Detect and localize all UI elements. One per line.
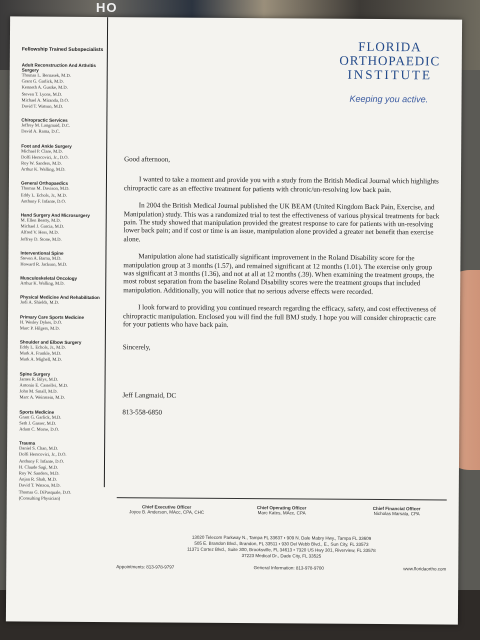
specialty-group xyxy=(21,181,106,205)
physician-name: Jeffrey D. Stone, M.D. xyxy=(20,236,62,242)
officer-name: Marc Kates, MAcc, CPA xyxy=(257,510,306,516)
letter-body xyxy=(122,155,442,428)
specialty-title: General Orthopaedics xyxy=(20,180,68,187)
specialty-title: Musculoskeletal Oncology xyxy=(20,275,78,282)
officer-title: Chief Financial Officer xyxy=(372,505,421,512)
address-line: 505 E. Brandon Blvd., Brandon, FL 33511 • 930 Del Webb Blvd., E., Sun City, FL 33573 xyxy=(194,540,369,547)
physician-name: Mark A. Mighell, M.D. xyxy=(19,356,62,363)
officer-name: Nicholas Marsala, CPA xyxy=(373,510,420,517)
physician-name: Anthony F. Infante, D.O. xyxy=(18,458,65,464)
physician-name: Thomas M. Davison, M.D. xyxy=(20,185,70,192)
physician-name: Roy W. Sanders, M.D. xyxy=(18,470,60,476)
addresses xyxy=(116,534,446,560)
physician-name: Daniel S. Chan, M.D. xyxy=(19,445,59,451)
physician-name: Anthony F. Infante, D.O. xyxy=(20,198,66,204)
sidebar-heading: Fellowship Trained Subspecialists xyxy=(21,46,104,54)
general-phone: General Information: 813-978-9700 xyxy=(253,565,324,571)
physician-name: Seth J. Gasser, M.D. xyxy=(19,420,57,426)
physician-name: Eddy L. Echols, Jr., M.D. xyxy=(19,344,66,350)
specialty-group xyxy=(21,118,106,136)
tagline: Keeping you active. xyxy=(349,93,429,105)
officer-name: Joyce B. Anderson, MAcc, CPA, CHC xyxy=(129,509,205,515)
book-spine-label: HO xyxy=(96,0,118,15)
specialty-group xyxy=(20,340,105,364)
physician-name: (Consulting Physician) xyxy=(18,495,61,501)
physician-name: Dolfi Herscovici, Jr., D.O. xyxy=(21,154,69,160)
physician-name: Howard R. Jackson, M.D. xyxy=(20,261,68,267)
specialty-title: Chiropractic Services xyxy=(21,117,68,124)
physician-name: Arthur K. Walling, M.D. xyxy=(21,166,66,173)
physician-name: Eddy L. Echols, Jr., M.D. xyxy=(20,192,67,198)
sidebar-groups xyxy=(19,63,107,503)
officer-title: Chief Operating Officer xyxy=(256,505,307,511)
officer-cfo xyxy=(347,506,447,517)
physician-name: Adam C. Morse, D.O. xyxy=(19,426,60,432)
contact-line xyxy=(116,564,446,571)
physician-name: John M. Small, M.D. xyxy=(19,388,58,394)
physician-name: David T. Watson, M.D. xyxy=(21,103,64,109)
physician-name: Grant G. Garlick, M.D. xyxy=(19,414,62,420)
specialty-title: Physical Medicine And Rehabilitation xyxy=(20,294,100,301)
specialty-group xyxy=(21,213,106,243)
physician-name: Roy W. Sanders, M.D. xyxy=(21,160,62,166)
physician-name: Thomas L. Bernasek, M.D. xyxy=(21,72,71,78)
physician-name: Dolfi Herscovici, Jr., D.O. xyxy=(19,451,67,458)
specialty-group xyxy=(20,276,105,288)
officer-ceo xyxy=(117,504,217,515)
specialty-title: Adult Reconstruction And Arthritis Surgery xyxy=(21,62,96,73)
specialty-group xyxy=(21,63,106,111)
specialty-group xyxy=(21,143,106,173)
address-line: 13020 Telecom Parkway N., Tampa FL 33637 • 909 N. Dale Mabry Hwy., Tampa FL 33609 xyxy=(191,534,372,541)
physician-name: Jeffrey M. Langmaid, D.C. xyxy=(21,122,71,129)
physician-name: Thomas G. DiPasquale, D.O. xyxy=(18,489,72,495)
physician-name: M. Ellen Beatty, M.D. xyxy=(20,217,61,223)
letter-footer xyxy=(116,497,446,571)
physician-name: Mark A. Frankle, M.D. xyxy=(19,350,62,357)
physician-name: Michael J. Garcia, M.D. xyxy=(20,223,65,230)
physician-name: James R. Bilys, M.D. xyxy=(19,376,59,382)
specialty-title: Interventional Spine xyxy=(20,250,64,256)
physician-name: H. Wesley Dykes, D.O. xyxy=(19,319,63,325)
specialty-title: Sports Medicine xyxy=(19,409,55,415)
appointments-phone: Appointments: 813-978-9797 xyxy=(116,564,175,570)
specialty-title: Shoulder and Elbow Surgery xyxy=(19,339,82,346)
officer-coo xyxy=(232,505,332,516)
specialty-title: Foot and Ankle Surgery xyxy=(21,143,72,149)
logo-line-3: INSTITUTE xyxy=(347,66,432,83)
letter-sheet xyxy=(6,16,462,624)
specialty-group xyxy=(20,250,105,268)
physician-name: David T. Watson, M.D. xyxy=(18,482,61,489)
specialty-group xyxy=(20,314,105,332)
physician-sidebar xyxy=(7,16,108,501)
signer-name: Jeff Langmaid, DC xyxy=(122,391,177,400)
physician-name: Arthur K. Walling, M.D. xyxy=(20,280,65,287)
physician-name: David A. Rama, D.C. xyxy=(21,128,60,135)
address-line: 11371 Cortez Blvd., Suite 300, Brooksville, FL 34613 • 7320 US Hwy 301, Riverview, FL 33578 xyxy=(187,546,376,553)
website: www.floridaortho.com xyxy=(403,566,447,572)
officers-row xyxy=(117,497,447,516)
logo-line-2: ORTHOPAEDIC xyxy=(339,52,441,69)
address-line: 37223 Medical Dr., Dade City, FL 33525 xyxy=(241,553,322,559)
greeting: Good afternoon, xyxy=(124,155,171,164)
physician-name: Antonio E. Castellvi, M.D. xyxy=(19,382,69,388)
physician-name: Michael P. Clare, M.D. xyxy=(21,148,63,154)
specialty-group xyxy=(19,371,104,401)
physician-name: Jodi A. Shields, M.D. xyxy=(20,299,60,306)
physician-name: Marc P. Hilgers, M.D. xyxy=(19,325,60,331)
specialty-group xyxy=(20,295,105,307)
physician-name: Marc A. Weinstein, M.D. xyxy=(19,394,65,401)
signer-phone: 813-558-6850 xyxy=(122,408,163,417)
paragraph-3: Manipulation alone had statistically significant improvement in the Roland Disability score for the manipulation group at 3 months (1.57), and remained significant at 12 months (1.01). The exercise only group was significant at 3 months (1.36), and not at all at 12 months (.39). When examining the treatment groups, the most robust separation from the baseline Roland Disability scores were the treatment groups that included manipulation. Additionally, you will notice that no serious adverse effects were recorded. xyxy=(123,252,435,296)
physician-name: Grant G. Garlick, M.D. xyxy=(21,78,64,85)
logo-line-1: FLORIDA xyxy=(358,38,422,55)
physician-name: Steven A. Barna, M.D. xyxy=(20,255,62,261)
closing: Sincerely, xyxy=(122,342,151,351)
physician-name: Kenneth A. Gustke, M.D. xyxy=(21,84,68,91)
specialty-group xyxy=(19,409,104,433)
officer-title: Chief Executive Officer xyxy=(142,504,192,510)
paragraph-1: I wanted to take a moment and provide you with a study from the British Medical Journal which highlights chiropractic care as an effective treatment for patients with chronic/un-resolving low back pain. xyxy=(123,175,439,194)
specialty-title: Primary Care Sports Medicine xyxy=(20,314,85,320)
institute-logo xyxy=(330,39,450,84)
physician-name: Anjan R. Shah, M.D. xyxy=(18,476,58,482)
specialty-title: Trauma xyxy=(19,440,36,446)
specialty-title: Spine Surgery xyxy=(19,371,51,377)
paragraph-4: I look forward to providing you continued research regarding the efficacy, safety, and cost effectiveness of chiropractic manipulation. Enclosed you will find the full BMJ study. I hope you will consider chiropractic care for your patients who have back pain. xyxy=(122,303,437,330)
physician-name: Alfred V. Hess, M.D. xyxy=(20,229,59,236)
physician-name: Michael A. Miranda, D.O. xyxy=(21,97,69,103)
physician-name: H. Claude Sagi, M.D. xyxy=(18,464,59,470)
specialty-title: Hand Surgery And Microsurgery xyxy=(20,212,90,219)
specialty-group xyxy=(19,441,104,502)
paragraph-2: In 2004 the British Medical Journal published the UK BEAM (United Kingdom Back Pain, Exercise, and Manipulation) study. This was a randomized trial to test the effectiveness of various physical treatments for back pain. The study showed that manipulation provided the greatest response to care for patients with un-resolving lower back pain; and if cost or time is an issue, manipulation alone provided a greater net benefit than exercise alone. xyxy=(123,201,440,244)
physician-name: Steven T. Lyons, M.D. xyxy=(21,91,63,97)
